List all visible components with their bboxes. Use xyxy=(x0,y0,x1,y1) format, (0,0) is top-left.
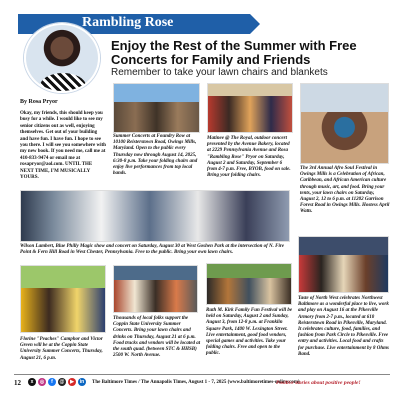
linkedin-icon[interactable]: in xyxy=(79,379,85,385)
caption-north-west: Taste of North West celebrates Northwest Baltimore as a wonderful place to live, work and play on August 16 at the Pikesville Armory from 2-7 p.m., located at 610 Reisterstown Road in Pikesville, Maryland. It celebrates culture, food, families, and fashion from Park Circle to Pikesville. Free entry and activities. Local food and crafts for purchase. Live entertainment by 8 Ohms Band. xyxy=(298,296,389,357)
photo-coppin-crowd xyxy=(113,265,198,313)
headline: Enjoy the Rest of the Summer with Free Concerts for Family and Friends xyxy=(111,38,357,67)
publication-info: The Baltimore Times / The Annapolis Times, August 1 - 7, 2025 (www.baltimoretimes-online.com) xyxy=(92,380,300,385)
page-number: 12 xyxy=(14,379,21,387)
caption-wilson: Wilson Lambert, Blue Philly Magic show and concert on Saturday, August 30 at West Goshen Park at the intersection of N. Fire Point & Fern Hill Road in West Chester, Pennsylvania. Free to the public. Bring your own lawn chairs. xyxy=(20,244,285,256)
byline: By Rosa Pryor xyxy=(20,99,58,105)
caption-matinee: Matinee @ The Royal, outdoor concert presented by the Avenue Bakery, located at 2229 Pennsylvania Avenue and Rosa "Rambling Rose" Pryor on Saturday, August 2 and Saturday, September 6 from 4-7 p.m. Free, BYOB, food on sale. Bring your folding chairs. xyxy=(207,136,291,179)
subhead: Remember to take your lawn chairs and blankets xyxy=(111,67,328,78)
x-icon[interactable]: x xyxy=(28,378,36,386)
banner-tip xyxy=(250,14,260,34)
photo-afro-soul xyxy=(300,83,389,164)
intro-paragraph: Okay, my friends, this should keep you busy for a while. I would like to see my senior citizens out as well, enjoying themselves. Get out of your building and have fun. I have fun. I hope to see you there. I will see you somewhere with my new book. If you need me, call me at 410-833-9474 or email me at rosapryor@aol.com. UNTIL THE NEXT TIME, I'M MUSICALLY YOURS. xyxy=(20,111,106,181)
photo-north-west xyxy=(298,236,389,293)
caption-florine: Florine "Peaches" Camphor and Victor Green will be at the Coppin State University Summer Concerts, Thursday, August 21, 6 p.m. xyxy=(20,337,103,361)
author-portrait xyxy=(24,23,100,93)
caption-foundry: Summer Concerts at Foundry Row at 10100 Reisterstown Road, Owings Mills, Maryland. Open to the public every Thursday now through August 14, 2025, 6:30-8 p.m. Take your folding chairs and enjoy live performances from top local bands. xyxy=(113,134,198,177)
caption-coppin: Thousands of local folks support the Coppin State University Summer Concerts. Bring your lawn chairs and drinks on Thursday, August 21 at 6 p.m. Food trucks and vendors will be located at the south quad. (between STC & HHSB) 2500 W. North Avenue. xyxy=(113,316,201,359)
threads-icon[interactable]: @ xyxy=(59,379,65,385)
facebook-icon[interactable]: f xyxy=(48,378,56,386)
youtube-icon[interactable]: ▶ xyxy=(68,378,76,386)
column-title: Rambling Rose xyxy=(82,15,174,30)
photo-kirk-festival xyxy=(206,263,292,305)
photo-florine-victor xyxy=(20,265,106,333)
portrait-shirt xyxy=(40,73,86,93)
footer-rule xyxy=(14,374,390,375)
caption-kirk: Ruth M. Kirk Family Fun Festival will be held on Saturday, August 2 and Sunday, August 3, from 12-8 p.m. at Franklin Square Park, 1400 W. Lexington Street. Live entertainment, good food vendors, special games and activities. Take your folding chairs. Free and open to the public. xyxy=(206,308,293,357)
photo-wilson-lambert xyxy=(20,190,290,242)
footer-tagline: Positive stories about positive people! xyxy=(276,380,361,386)
photo-matinee xyxy=(207,83,293,133)
caption-afro-soul: The 3rd Annual Afro Soul Festival in Owings Mills is a Celebration of African, Caribbean, and African American culture through music, art, and food. Bring your tents, your lawn chairs on Saturday, August 2, 12 to 6 p.m. at 11202 Garrison Forest Road in Owings Mills. Hostess April Watts. xyxy=(300,166,390,215)
intro-text xyxy=(20,111,106,185)
social-icons xyxy=(28,378,86,386)
photo-foundry-row xyxy=(113,83,200,133)
instagram-icon[interactable]: ◎ xyxy=(39,379,45,385)
